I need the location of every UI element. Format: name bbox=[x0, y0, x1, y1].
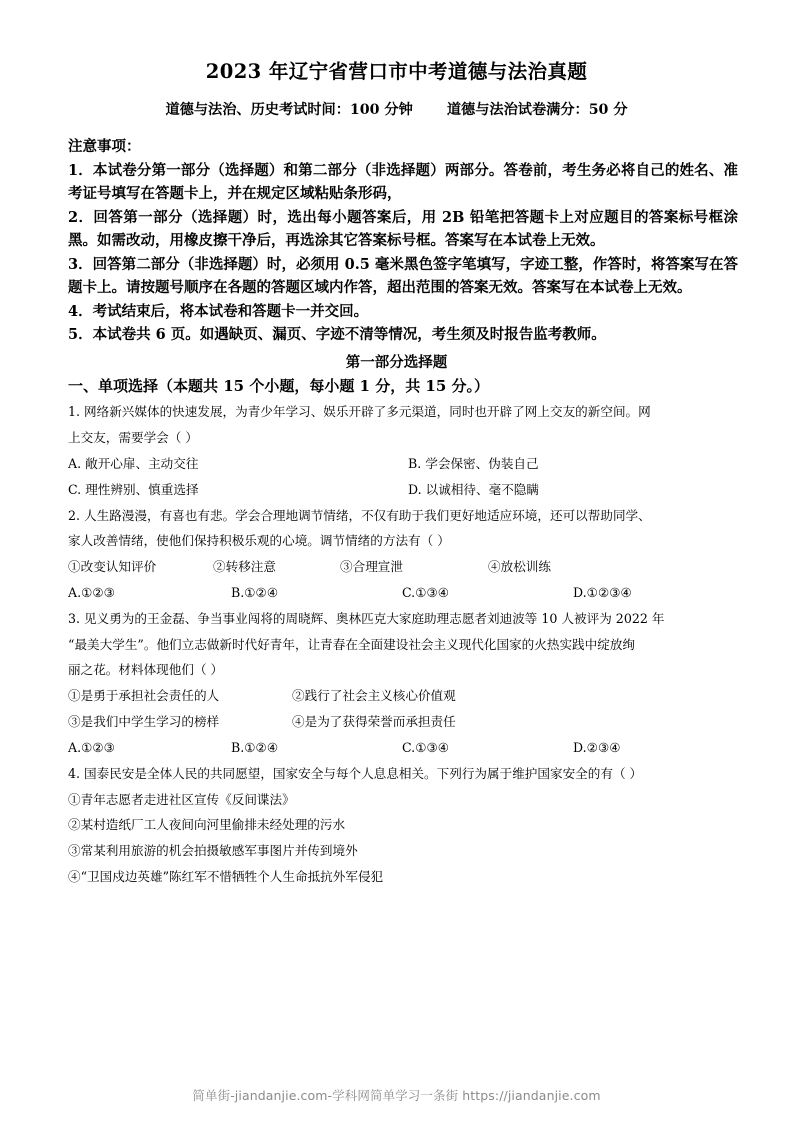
section-heading-single-choice: 一、单项选择（本题共 15 个小题，每小题 1 分，共 15 分。） bbox=[68, 376, 490, 395]
notice-item-5: 5．本试卷共 6 页。如遇缺页、漏页、字迹不清等情况，考生须及时报告监考教师。 bbox=[68, 326, 606, 344]
question-1-options-row-2 bbox=[68, 477, 738, 503]
question-1 bbox=[53, 399, 740, 502]
question-2-stem-line-1: 2. 人生路漫漫，有喜也有悲。学会合理地调节情绪，不仅有助于我们更好地适应环境，还可以帮助同学、 bbox=[68, 507, 651, 523]
part-one-title: 第一部分选择题 bbox=[345, 353, 448, 371]
question-4-statement-2: ②某村造纸厂工人夜间向河里偷排未经处理的污水 bbox=[68, 817, 346, 833]
question-4-statement-1: ①青年志愿者走进社区宣传《反间谍法》 bbox=[68, 791, 295, 807]
question-3-option-b[interactable]: B.①②④ bbox=[231, 740, 279, 756]
question-4-statement-4: ④“卫国戍边英雄”陈红军不惜牺牲个人生命抵抗外军侵犯 bbox=[68, 868, 384, 884]
question-2-statements-row bbox=[68, 554, 738, 580]
question-3-options-row bbox=[68, 735, 738, 761]
question-4-stem-line-1: 4. 国泰民安是全体人民的共同愿望，国家安全与每个人息息相关。下列行为属于维护国家安全的有（ ） bbox=[68, 766, 643, 782]
footer-watermark: 简单街-jiandanjie.com-学科网简单学习一条街 https://jiandanjie.com bbox=[192, 1088, 601, 1103]
question-2-options-row bbox=[68, 580, 738, 606]
question-1-option-c[interactable]: C. 理性辨别、慎重选择 bbox=[68, 481, 199, 497]
question-3-option-d[interactable]: D.②③④ bbox=[573, 740, 621, 756]
question-3-statement-3: ③是我们中学生学习的榜样 bbox=[68, 714, 220, 730]
question-3-stem-line-3: 丽之花。材料体现他们（ ） bbox=[68, 662, 224, 678]
notice-item-2: 2．回答第一部分（选择题）时，选出每小题答案后，用 2B 铅笔把答题卡上对应题目的答案标号框涂黑。如需改动，用橡皮擦干净后，再选涂其它答案标号框。答案写在本试卷上无效。 bbox=[68, 208, 738, 250]
question-3-statements-row-2 bbox=[68, 709, 738, 735]
question-2-option-d[interactable]: D.①②③④ bbox=[573, 584, 632, 600]
page-title: 2023 年辽宁省营口市中考道德与法治真题 bbox=[205, 60, 588, 83]
notice-heading: 注意事项： bbox=[68, 138, 141, 156]
question-3-stem-line-2: “最美大学生”。他们立志做新时代好青年，让青春在全面建设社会主义现代化国家的火热实践中绽放绚 bbox=[68, 636, 636, 652]
question-3-option-a[interactable]: A.①②③ bbox=[68, 740, 115, 756]
exam-duration-text: 道德与法治、历史考试时间：100 分钟 bbox=[165, 102, 413, 119]
question-3-stem-line-1: 3. 见义勇为的王金磊、争当事业闯将的周晓辉、奥林匹克大家庭助理志愿者刘迪波等 10 人被评为 2022 年 bbox=[68, 610, 665, 626]
question-2-statement-3: ③合理宣泄 bbox=[340, 558, 403, 574]
question-4-statement-3: ③常某利用旅游的机会拍摄敏感军事图片并传到境外 bbox=[68, 843, 358, 859]
question-2-option-a[interactable]: A.①②③ bbox=[68, 584, 115, 600]
question-3-statements-row-1 bbox=[68, 683, 738, 709]
question-3-statement-2: ②践行了社会主义核心价值观 bbox=[292, 688, 456, 704]
question-3-option-c[interactable]: C.①③④ bbox=[402, 740, 450, 756]
question-2-option-b[interactable]: B.①②④ bbox=[231, 584, 279, 600]
exam-total-score-text: 道德与法治试卷满分：50 分 bbox=[446, 102, 628, 119]
question-2-statement-2: ②转移注意 bbox=[213, 558, 276, 574]
question-4 bbox=[53, 761, 740, 889]
question-2-option-c[interactable]: C.①③④ bbox=[402, 584, 450, 600]
question-3-statement-4: ④是为了获得荣誉而承担责任 bbox=[292, 714, 456, 730]
question-3-statement-1: ①是勇于承担社会责任的人 bbox=[68, 688, 220, 704]
question-1-stem-line-2: 上交友，需要学会（ ） bbox=[68, 429, 198, 445]
question-1-option-a[interactable]: A. 敞开心扉、主动交往 bbox=[68, 455, 199, 471]
question-1-options-row-1 bbox=[68, 451, 738, 477]
notice-item-3: 3．回答第二部分（非选择题）时，必须用 0.5 毫米黑色签字笔填写，字迹工整，作答时，将答案写在答题卡上。请按题号顺序在各题的答题区域内作答，超出范围的答案无效。答案写在本试卷上无效。 bbox=[68, 255, 738, 297]
question-1-option-b[interactable]: B. 学会保密、伪装自己 bbox=[408, 455, 539, 471]
exam-subtitle bbox=[53, 85, 740, 121]
notice-item-1: 1．本试卷分第一部分（选择题）和第二部分（非选择题）两部分。答卷前，考生务必将自己的姓名、准考证号填写在答题卡上，并在规定区域粘贴条形码， bbox=[68, 161, 738, 203]
notice-item-4: 4．考试结束后，将本试卷和答题卡一并交回。 bbox=[68, 302, 369, 320]
question-2-statement-4: ④放松训练 bbox=[488, 558, 551, 574]
question-2-stem-line-2: 家人改善情绪，使他们保持积极乐观的心境。调节情绪的方法有（ ） bbox=[68, 533, 450, 549]
question-2-statement-1: ①改变认知评价 bbox=[68, 558, 157, 574]
notice-section bbox=[53, 135, 740, 346]
question-2 bbox=[53, 503, 740, 606]
question-1-option-d[interactable]: D. 以诚相待、毫不隐瞒 bbox=[408, 481, 539, 497]
question-1-stem-line-1: 1. 网络新兴媒体的快速发展，为青少年学习、娱乐开辟了多元渠道，同时也开辟了网上交友的新空间。网 bbox=[68, 404, 651, 420]
question-3 bbox=[53, 606, 740, 761]
